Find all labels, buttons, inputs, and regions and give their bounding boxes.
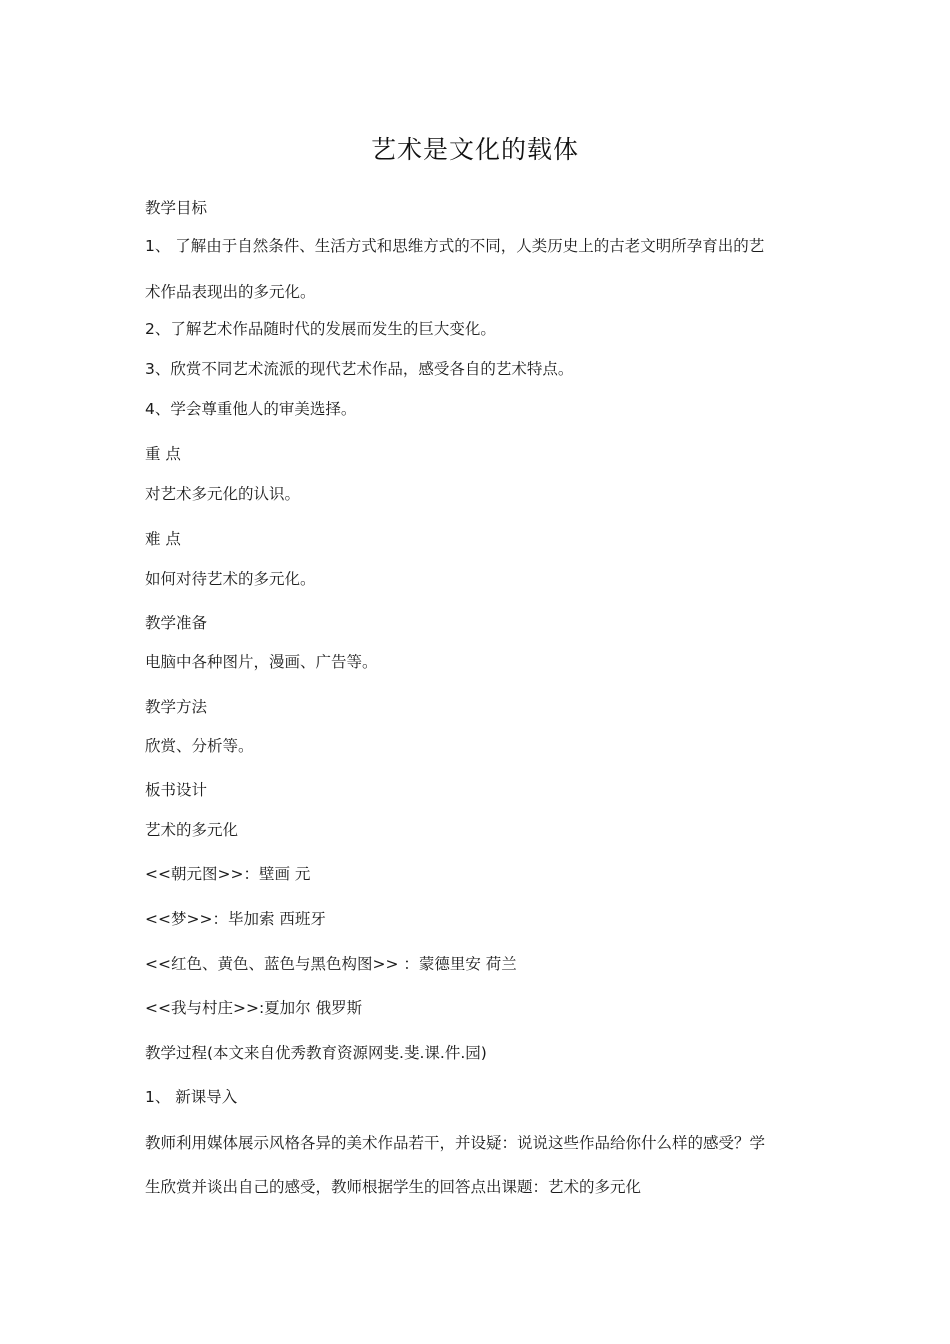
- process-text-line-1: 教师利用媒体展示风格各异的美术作品若干，并设疑：说说这些作品给你什么样的感受？学: [145, 1134, 766, 1152]
- goal-2: 2、了解艺术作品随时代的发展而发生的巨大变化。: [145, 320, 496, 338]
- document-title: 艺术是文化的载体: [370, 135, 579, 164]
- key-points-text: 对艺术多元化的认识。: [145, 485, 301, 503]
- heading-key-points: 重 点: [145, 445, 181, 463]
- goal-4: 4、学会尊重他人的审美选择。: [145, 400, 357, 418]
- board-item-4: <<我与村庄>>:夏加尔 俄罗斯: [145, 999, 363, 1017]
- heading-methods: 教学方法: [145, 698, 208, 716]
- methods-text: 欣赏、分析等。: [145, 737, 254, 755]
- process-step-1: 1、 新课导入: [145, 1088, 238, 1106]
- board-design-title: 艺术的多元化: [145, 821, 239, 839]
- goal-1-line-2: 术作品表现出的多元化。: [145, 283, 316, 301]
- goal-1-line-1: 1、 了解由于自然条件、生活方式和思维方式的不同，人类历史上的古老文明所孕育出的艺: [145, 237, 765, 255]
- goal-3: 3、欣赏不同艺术流派的现代艺术作品，感受各自的艺术特点。: [145, 360, 574, 378]
- heading-teaching-goals: 教学目标: [145, 199, 208, 217]
- board-item-2: <<梦>>：毕加索 西班牙: [145, 910, 326, 928]
- process-text-line-2: 生欣赏并谈出自己的感受，教师根据学生的回答点出课题：艺术的多元化: [145, 1178, 642, 1196]
- heading-difficulties: 难 点: [145, 530, 181, 548]
- board-item-3: <<红色、黄色、蓝色与黑色构图>> ：蒙德里安 荷兰: [145, 955, 517, 973]
- difficulties-text: 如何对待艺术的多元化。: [145, 570, 316, 588]
- board-item-1: <<朝元图>>：壁画 元: [145, 865, 311, 883]
- heading-teaching-process: 教学过程(本文来自优秀教育资源网斐.斐.课.件.园): [145, 1044, 487, 1062]
- heading-preparation: 教学准备: [145, 614, 208, 632]
- heading-board-design: 板书设计: [145, 781, 208, 799]
- preparation-text: 电脑中各种图片，漫画、广告等。: [145, 653, 378, 671]
